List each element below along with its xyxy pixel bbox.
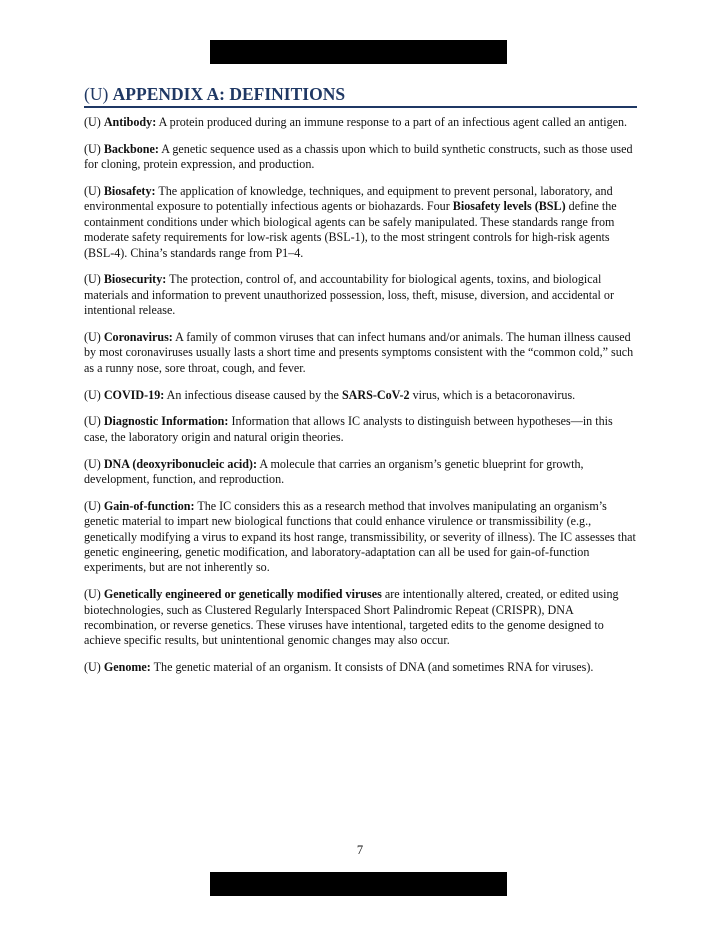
definition-genetically-engineered-viruses (84, 587, 637, 649)
definition-term: COVID-19: (103, 387, 165, 402)
definition-text: The IC considers this as a research method that involves manipulating an organism’s genetic material to impart new biological functions that could enhance virulence or transmissibility (e.g., genetically modifying a virus to expand its host range, transmissibility, or severity of illness). The IC assesses that genetic engineering, genetic modification, and laboratory-adaptation can all be used for gain-of-function experiments, but are not inherently so. (84, 498, 636, 575)
definition-diagnostic-information (84, 414, 637, 445)
definition-text: The protection, control of, and accountability for biological agents, toxins, and biological materials and information to prevent unauthorized possession, loss, theft, misuse, diversion, and accidental or intentional release. (84, 272, 614, 318)
definition-antibody (84, 115, 637, 130)
definition-dna (84, 457, 637, 488)
definition-text-continued: virus, which is a betacoronavirus. (409, 387, 576, 402)
definition-term: Biosafety: (103, 184, 156, 198)
definition-term: Antibody: (103, 115, 157, 129)
definition-text: Information that allows IC analysts to distinguish between hypotheses—in this case, the laboratory origin and natural origin theories. (84, 414, 613, 444)
definition-term: DNA (deoxyribonucleic acid): (103, 456, 257, 471)
definition-backbone (84, 142, 637, 173)
classification-marking: (U) (84, 330, 104, 345)
definition-covid-19 (84, 388, 637, 403)
redaction-bar-bottom (210, 872, 507, 896)
definition-term: Genome: (103, 660, 151, 675)
definition-gain-of-function (84, 499, 637, 576)
definition-text: An infectious disease caused by the (164, 387, 342, 402)
classification-marking: (U) (84, 456, 104, 471)
classification-marking: (U) (84, 498, 104, 513)
classification-marking: (U) (84, 387, 104, 402)
definition-term: Backbone: (103, 141, 159, 156)
definition-text: A molecule that carries an organism’s genetic blueprint for growth, development, function, and reproduction. (84, 456, 584, 487)
definition-text: The genetic material of an organism. It consists of DNA (and sometimes RNA for viruses). (150, 660, 594, 675)
heading-classification-marking: (U) (84, 84, 113, 104)
definition-term: Genetically engineered or genetically modified viruses (103, 587, 382, 602)
heading-title: APPENDIX A: DEFINITIONS (112, 84, 346, 104)
redaction-bar-top (210, 40, 507, 64)
definition-text: A genetic sequence used as a chassis upon which to build synthetic constructs, such as those used for cloning, protein expression, and production. (84, 141, 633, 172)
definition-biosafety (84, 184, 637, 261)
section-heading (84, 84, 637, 108)
definition-subterm: Biosafety levels (BSL) (452, 199, 566, 214)
classification-marking: (U) (84, 660, 104, 675)
definition-text: The application of knowledge, techniques, and equipment to prevent personal, laboratory, and environmental exposure to potentially infectious agents or biohazards. Four (84, 184, 613, 214)
classification-marking: (U) (84, 414, 104, 429)
definition-term: Gain-of-function: (103, 498, 195, 513)
definition-term: Biosecurity: (103, 272, 167, 287)
definition-subterm: SARS-CoV-2 (341, 387, 410, 402)
definition-text-continued: define the containment conditions under which biological agents can be safely manipulated. These standards range from moderate safety requirements for low-risk agents (BSL-1), to the most stringent controls for high-risk agents (BSL-4). China’s standards range from P1–4. (84, 199, 617, 260)
definitions-list (84, 115, 637, 687)
classification-marking: (U) (84, 184, 104, 198)
definition-genome (84, 660, 637, 675)
definition-text: are intentionally altered, created, or edited using biotechnologies, such as Clustered Regularly Interspaced Short Palindromic Repeat (CRISPR), DNA recombination, or reverse genetics. These viruses have intentional, targeted edits to the genome designed to achieve specific results, but unintentional genomic changes may also occur. (84, 587, 619, 648)
definition-term: Coronavirus: (103, 330, 173, 345)
definition-text: A protein produced during an immune response to a part of an infectious agent called an antigen. (156, 115, 628, 129)
definition-biosecurity (84, 272, 637, 318)
definition-text: A family of common viruses that can infect humans and/or animals. The human illness caused by most coronaviruses usually lasts a short time and presents symptoms consistent with the “common cold,” such as a runny nose, sore throat, cough, and fever. (84, 330, 634, 375)
classification-marking: (U) (84, 587, 104, 602)
definition-coronavirus (84, 330, 637, 376)
classification-marking: (U) (84, 141, 104, 156)
page-number: 7 (356, 843, 364, 857)
definition-term: Diagnostic Information: (103, 414, 229, 429)
classification-marking: (U) (84, 272, 104, 287)
classification-marking: (U) (84, 115, 104, 129)
